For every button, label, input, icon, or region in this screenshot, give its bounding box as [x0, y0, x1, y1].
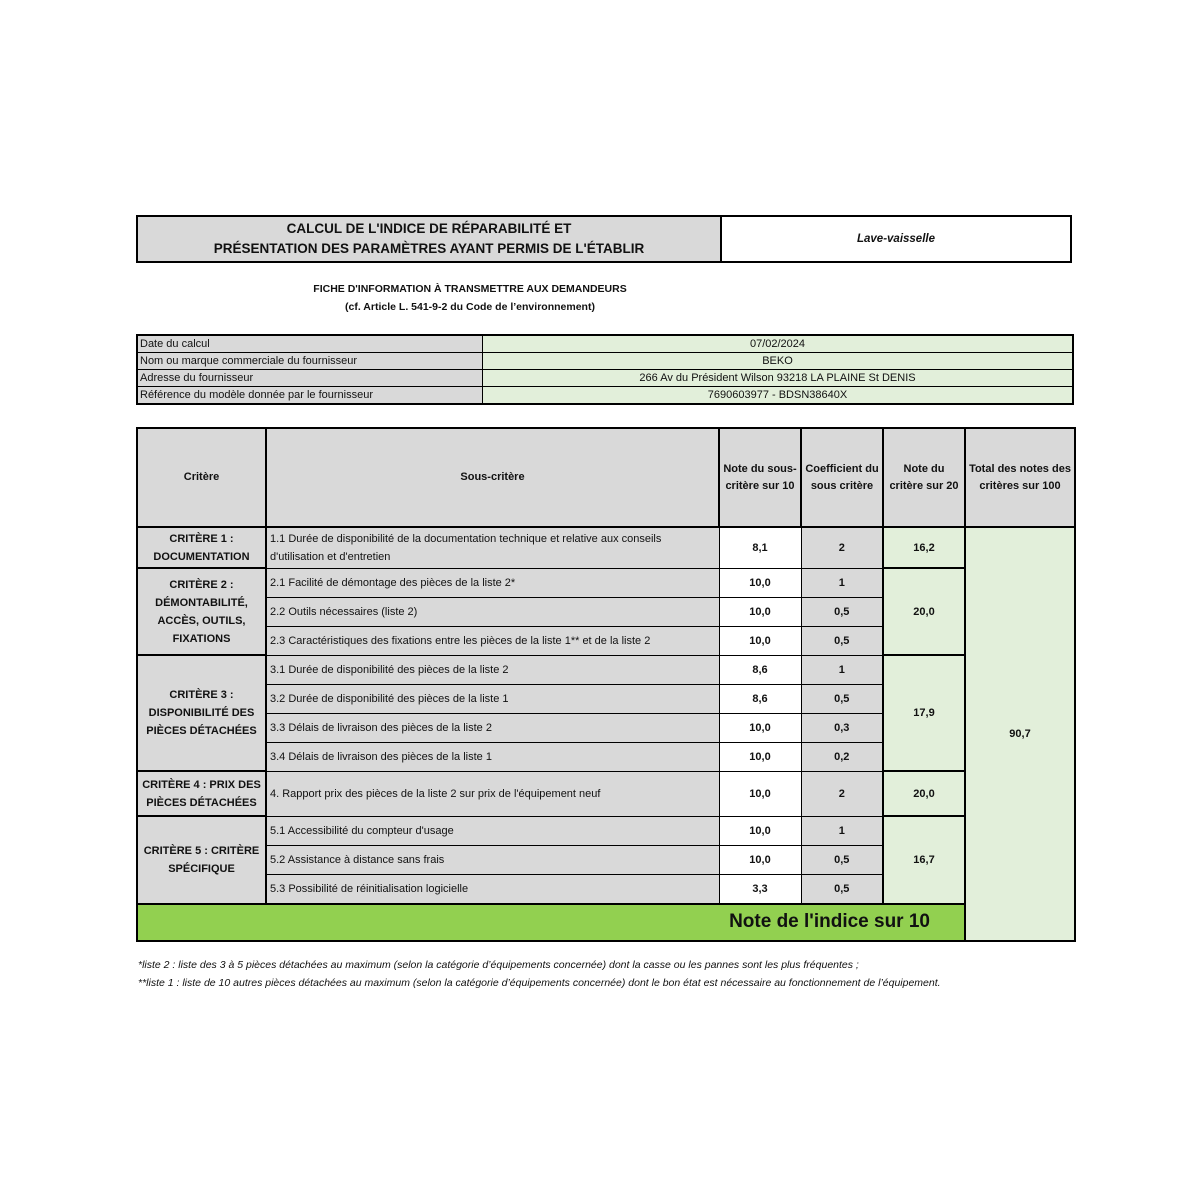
info-row: [137, 353, 1073, 370]
col-header-sous-critere: Sous-critère: [266, 428, 719, 527]
sub-criterion-coef: 0,5: [801, 874, 883, 904]
criterion-note: 20,0: [883, 771, 965, 816]
criterion-name: CRITÈRE 2 : DÉMONTABILITÉ, ACCÈS, OUTILS, FIXATIONS: [137, 568, 266, 655]
col-header-note-critere: Note du critère sur 20: [883, 428, 965, 527]
criterion-note: 16,7: [883, 816, 965, 904]
criterion-name: CRITÈRE 3 : DISPONIBILITÉ DES PIÈCES DÉTACHÉES: [137, 655, 266, 771]
info-value: BEKO: [483, 353, 1074, 370]
sub-criterion-coef: 0,5: [801, 845, 883, 874]
subtitle: [200, 280, 740, 316]
col-header-total: Total des notes des critères sur 100: [965, 428, 1075, 527]
sub-criterion-note: 3,3: [719, 874, 801, 904]
sub-criterion-coef: 0,2: [801, 742, 883, 771]
sub-criterion-label: 5.3 Possibilité de réinitialisation logicielle: [266, 874, 719, 904]
title-line-1: CALCUL DE L'INDICE DE RÉPARABILITÉ ET: [286, 221, 572, 236]
criterion-name: CRITÈRE 4 : PRIX DES PIÈCES DÉTACHÉES: [137, 771, 266, 816]
sub-criterion-label: 5.1 Accessibilité du compteur d'usage: [266, 816, 719, 845]
criterion-name: CRITÈRE 1 : DOCUMENTATION: [137, 527, 266, 568]
info-row: [137, 370, 1073, 387]
sub-criterion-note: 10,0: [719, 713, 801, 742]
sub-criterion-note: 10,0: [719, 568, 801, 597]
sub-criterion-coef: 0,5: [801, 626, 883, 655]
sub-criterion-coef: 1: [801, 568, 883, 597]
sub-criterion-label: 5.2 Assistance à distance sans frais: [266, 845, 719, 874]
sub-criterion-coef: 0,3: [801, 713, 883, 742]
criterion-note: 20,0: [883, 568, 965, 655]
sub-criterion-label: 3.3 Délais de livraison des pièces de la liste 2: [266, 713, 719, 742]
sub-criterion-note: 10,0: [719, 597, 801, 626]
sub-criterion-coef: 0,5: [801, 684, 883, 713]
sub-criterion-label: 3.1 Durée de disponibilité des pièces de la liste 2: [266, 655, 719, 684]
criterion-note: 16,2: [883, 527, 965, 568]
sub-criterion-note: 10,0: [719, 742, 801, 771]
subtitle-line-2: (cf. Article L. 541-9-2 du Code de l’environnement): [345, 301, 595, 313]
sub-criterion-note: 10,0: [719, 771, 801, 816]
header-box: [136, 215, 1072, 263]
sub-criterion-label: 2.2 Outils nécessaires (liste 2): [266, 597, 719, 626]
info-label: Date du calcul: [137, 335, 483, 353]
sub-criterion-note: 8,6: [719, 684, 801, 713]
sub-criterion-coef: 2: [801, 527, 883, 568]
supplier-info-table: [136, 334, 1074, 405]
footnote-liste-2: *liste 2 : liste des 3 à 5 pièces détachées au maximum (selon la catégorie d’équipements concernée) dont la casse ou les pannes sont les plus fréquentes ;: [138, 959, 859, 971]
sub-criterion-coef: 1: [801, 655, 883, 684]
sub-criterion-note: 8,1: [719, 527, 801, 568]
sub-criterion-label: 2.1 Facilité de démontage des pièces de la liste 2*: [266, 568, 719, 597]
title-line-2: PRÉSENTATION DES PARAMÈTRES AYANT PERMIS DE L'ÉTABLIR: [213, 241, 645, 256]
col-header-critere: Critère: [137, 428, 266, 527]
table-row: [137, 655, 1075, 684]
sub-criterion-label: 2.3 Caractéristiques des fixations entre les pièces de la liste 1** et de la liste 2: [266, 626, 719, 655]
info-label: Référence du modèle donnée par le fournisseur: [137, 387, 483, 405]
info-value: 266 Av du Président Wilson 93218 LA PLAINE St DENIS: [483, 370, 1074, 387]
sub-criterion-note: 10,0: [719, 626, 801, 655]
sub-criterion-label: 3.4 Délais de livraison des pièces de la liste 1: [266, 742, 719, 771]
criterion-name: CRITÈRE 5 : CRITÈRE SPÉCIFIQUE: [137, 816, 266, 904]
table-row: [137, 816, 1075, 845]
sub-criterion-label: 4. Rapport prix des pièces de la liste 2 sur prix de l'équipement neuf: [266, 771, 719, 816]
info-label: Adresse du fournisseur: [137, 370, 483, 387]
table-row: [137, 568, 1075, 597]
info-value: 7690603977 - BDSN38640X: [483, 387, 1074, 405]
document-title: [138, 217, 722, 261]
info-label: Nom ou marque commerciale du fournisseur: [137, 353, 483, 370]
col-header-coefficient: Coefficient du sous critère: [801, 428, 883, 527]
final-score-label: Note de l'indice sur 10: [137, 904, 965, 941]
sub-criterion-label: 1.1 Durée de disponibilité de la documentation technique et relative aux conseils d'utilisation et d'entretien: [266, 527, 719, 568]
criterion-note: 17,9: [883, 655, 965, 771]
table-row: [137, 527, 1075, 568]
table-header-row: [137, 428, 1075, 527]
sub-criterion-coef: 2: [801, 771, 883, 816]
table-row: [137, 771, 1075, 816]
sub-criterion-label: 3.2 Durée de disponibilité des pièces de la liste 1: [266, 684, 719, 713]
subtitle-line-1: FICHE D'INFORMATION À TRANSMETTRE AUX DEMANDEURS: [313, 283, 627, 295]
sub-criterion-coef: 1: [801, 816, 883, 845]
col-header-note-sous: Note du sous-critère sur 10: [719, 428, 801, 527]
sub-criterion-note: 10,0: [719, 845, 801, 874]
info-row: [137, 387, 1073, 405]
sub-criterion-note: 8,6: [719, 655, 801, 684]
info-row: [137, 335, 1073, 353]
footnotes: [138, 956, 1038, 992]
final-score-row: [137, 904, 1075, 941]
total-notes: 90,7: [965, 527, 1075, 941]
sub-criterion-coef: 0,5: [801, 597, 883, 626]
info-value: 07/02/2024: [483, 335, 1074, 353]
repairability-table: [136, 427, 1076, 942]
sub-criterion-note: 10,0: [719, 816, 801, 845]
footnote-liste-1: **liste 1 : liste de 10 autres pièces détachées au maximum (selon la catégorie d’équipements concernée) dont le bon état est nécessaire au fonctionnement de l’équipement.: [138, 977, 941, 989]
product-type: Lave-vaisselle: [856, 233, 935, 245]
